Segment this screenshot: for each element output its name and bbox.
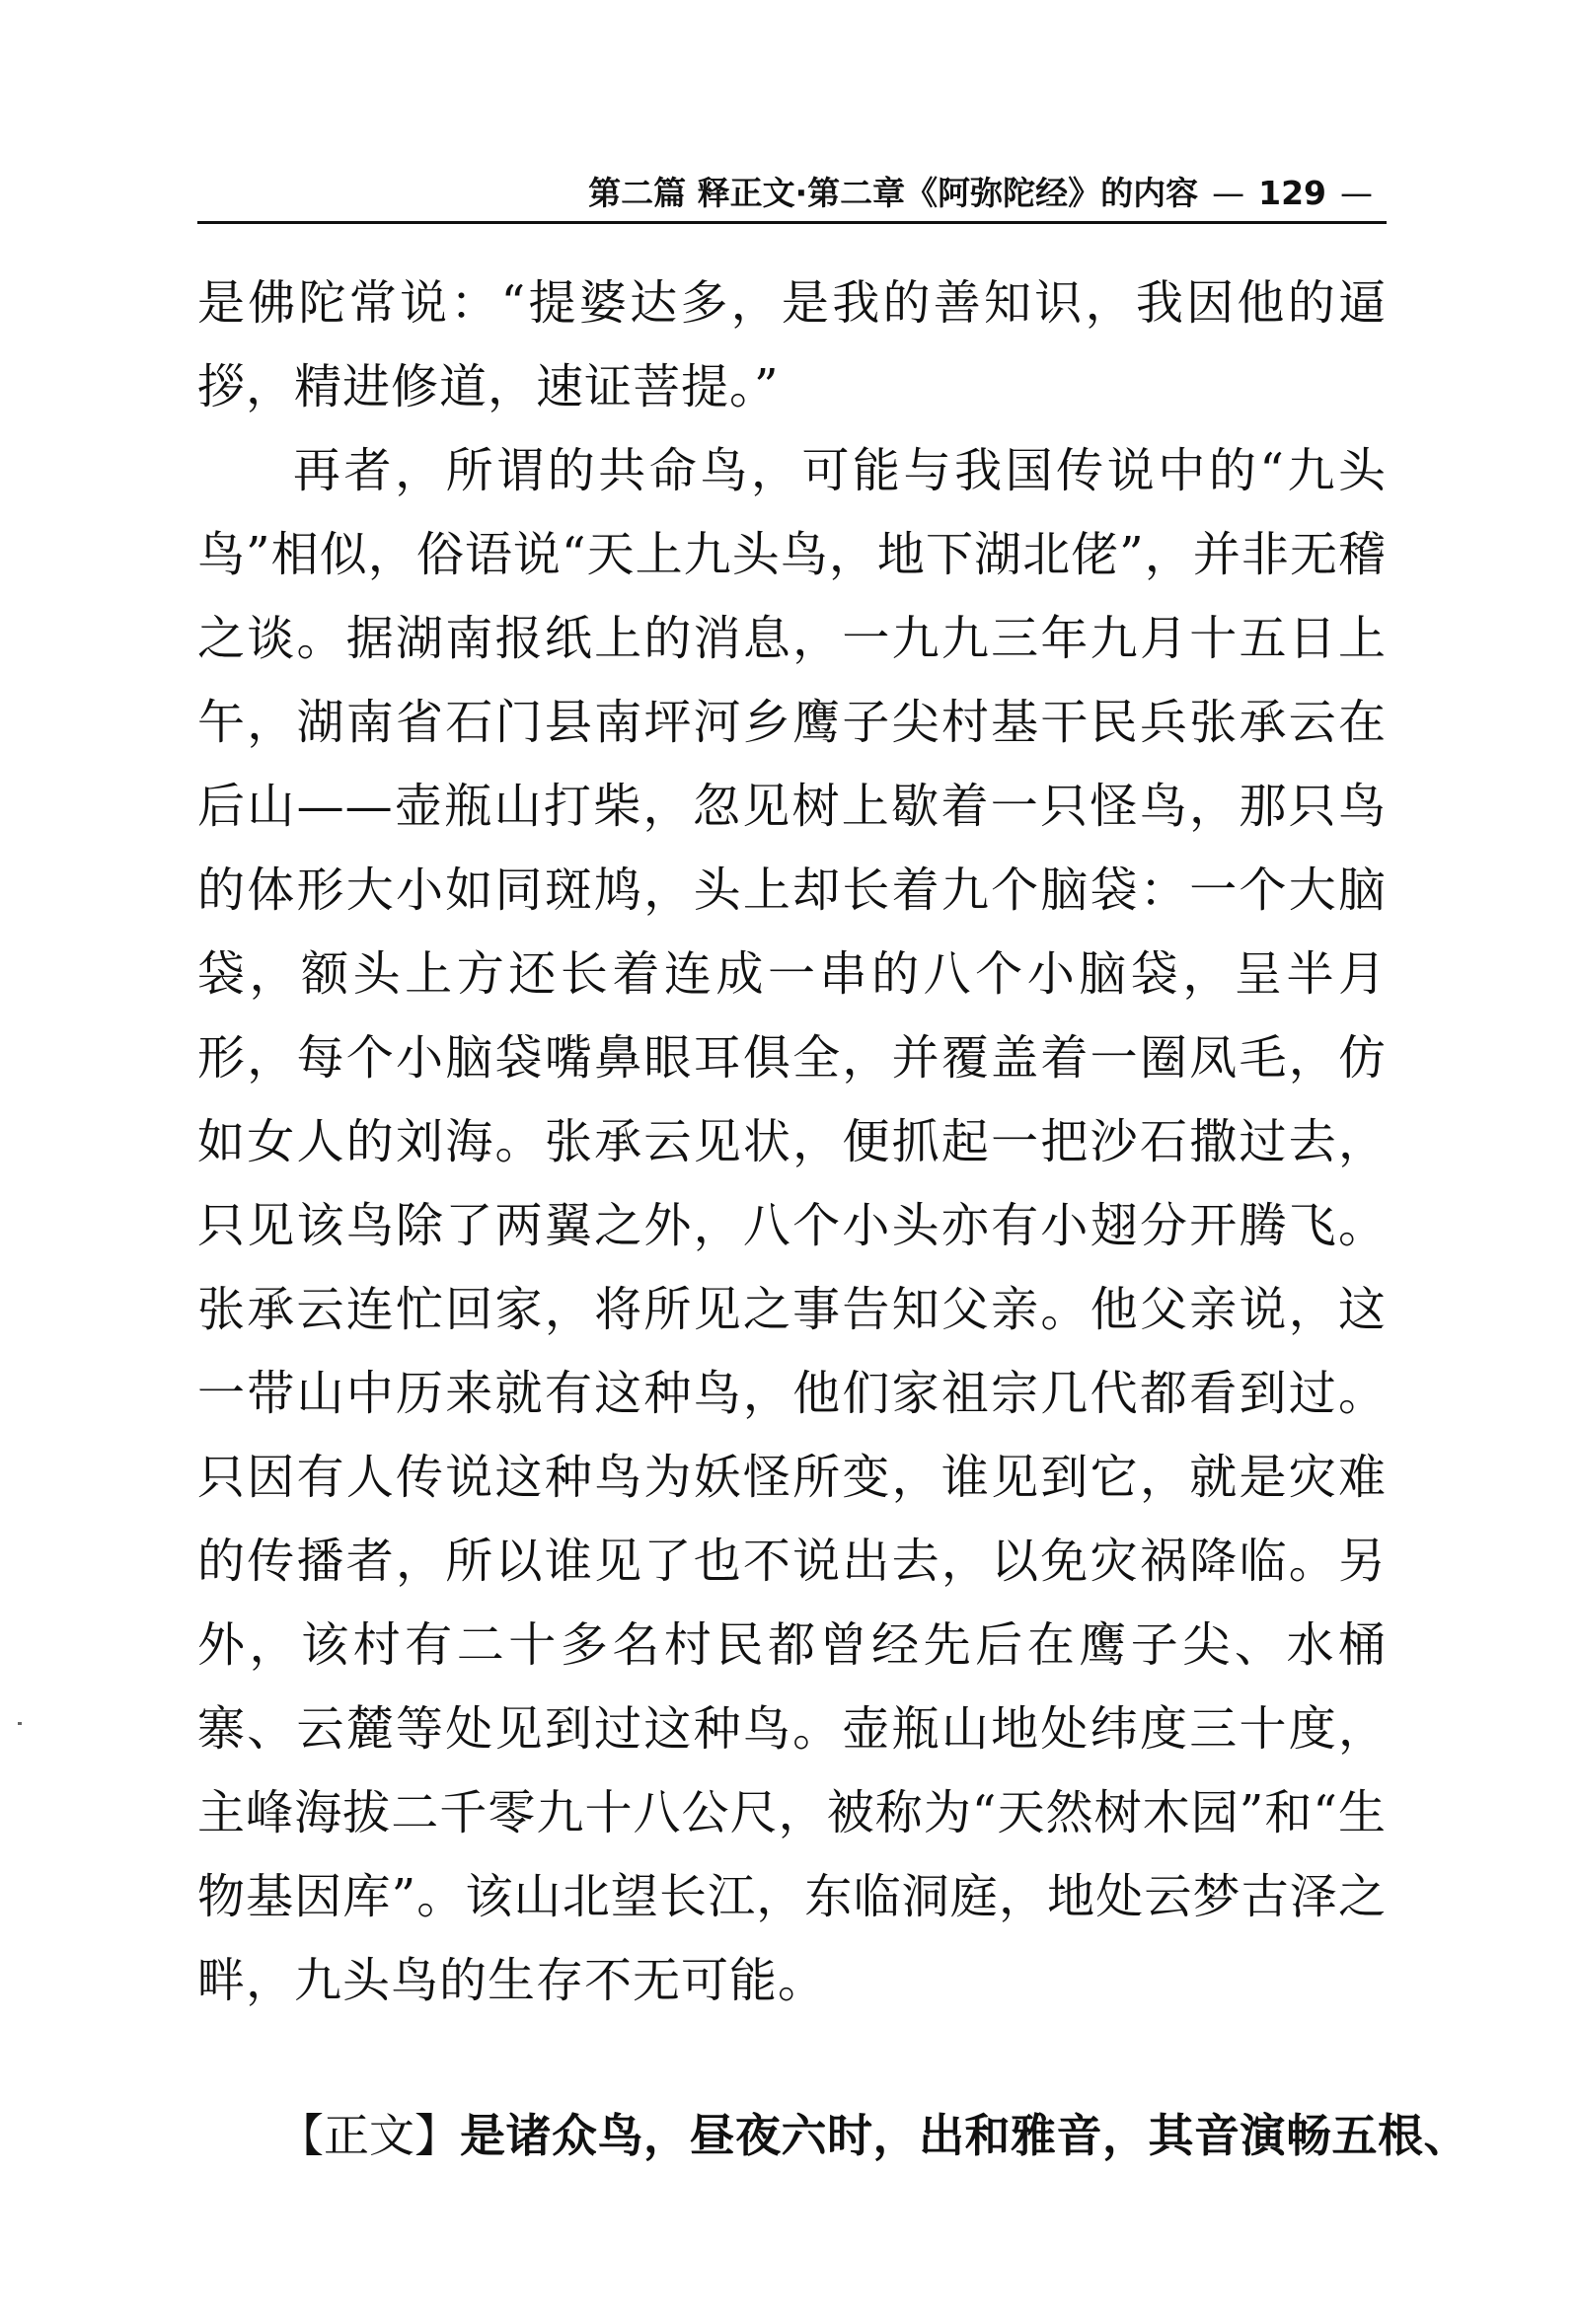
scripture-label: 【正文】 xyxy=(278,2109,460,2162)
page-number-dash-left: — xyxy=(1212,174,1245,212)
paragraph-nine-headed-bird: 再者，所谓的共命鸟，可能与我国传说中的“九头鸟”相似，俗语说“天上九头鸟，地下湖北佬”，并非无稽之谈。据湖南报纸上的消息，一九九三年九月十五日上午，湖南省石门县南坪河乡鹰子尖村基干民兵张承云在后山——壶瓶山打柴，忽见树上歇着一只怪鸟，那只鸟的体形大小如同斑鸠，头上却长着九个脑袋：一个大脑袋，额头上方还长着连成一串的八个小脑袋，呈半月形，每个小脑袋嘴鼻眼耳俱全，并覆盖着一圈凤毛，仿如女人的刘海。张承云见状，便抓起一把沙石撒过去，只见该鸟除了两翼之外，八个小头亦有小翅分开腾飞。张承云连忙回家，将所见之事告知父亲。他父亲说，这一带山中历来就有这种鸟，他们家祖宗几代都看到过。只因有人传说这种鸟为妖怪所变，谁见到它，就是灾难的传播者，所以谁见了也不说出去，以免灾祸降临。另外，该村有二十多名村民都曾经先后在鹰子尖、水桶寨、云麓等处见到过这种鸟。壶瓶山地处纬度三十度，主峰海拔二千零九十八公尺，被称为“天然树木园”和“生物基因库”。该山北望长江，东临洞庭，地处云梦古泽之畔，九头鸟的生存不无可能。 xyxy=(197,443,1387,2008)
page-number-dash-right: — xyxy=(1340,174,1373,212)
body-text xyxy=(197,262,1387,2023)
scripture-verse: 是诸众鸟，昼夜六时，出和雅音，其音演畅五根、 xyxy=(460,2109,1469,2162)
running-header xyxy=(197,166,1387,224)
running-title: 第二篇 释正文·第二章《阿弥陀经》的内容 xyxy=(588,174,1199,212)
page-number: 129 xyxy=(1258,174,1326,212)
paragraph-continued: 是佛陀常说：“提婆达多，是我的善知识，我因他的逼拶，精进修道，速证菩提。” xyxy=(197,275,1387,414)
scripture-passage xyxy=(197,2096,1469,2175)
scan-speck xyxy=(18,1722,22,1725)
